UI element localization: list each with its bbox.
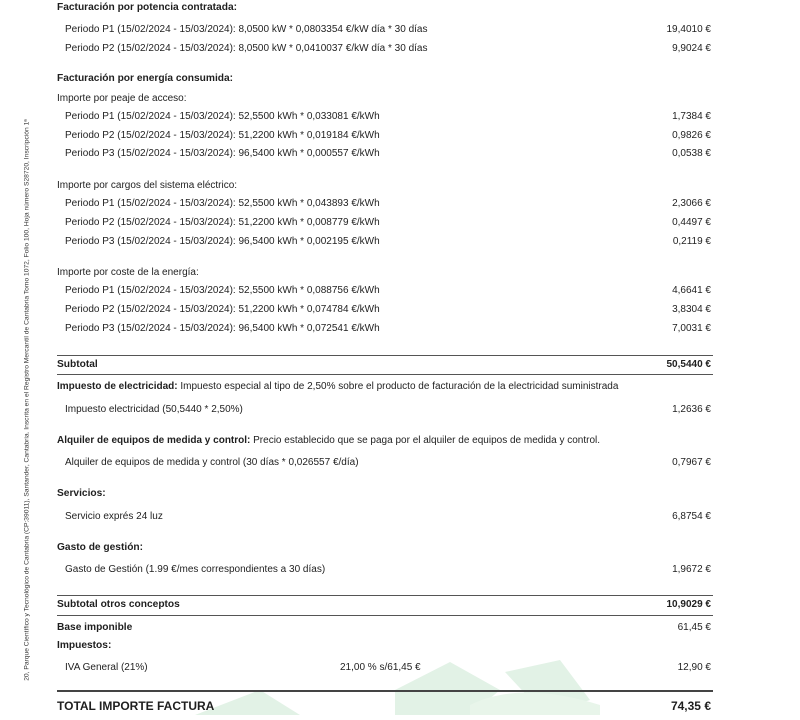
total-divider xyxy=(57,690,713,692)
impuesto-electricidad-description: Impuesto especial al tipo de 2,50% sobre el producto de facturación de la electricidad suministrada xyxy=(177,381,619,392)
subtotal-otros-label: Subtotal otros conceptos xyxy=(57,599,180,610)
iva-label: IVA General (21%) xyxy=(65,662,148,673)
energia-row-amount: 0,4497 € xyxy=(672,217,711,228)
gestion-label: Gasto de Gestión (1.99 €/mes correspondientes a 30 días) xyxy=(65,564,326,575)
gestion-heading: Gasto de gestión: xyxy=(57,542,144,553)
registry-side-text: 20, Parque Científico y Tecnológico de Cantabria (CP:39011), Santander, Cantabria. Inscrita en el Registro Mercantil de Cantabria Tomo 1072, Folio 100, Hoja número S28720, Inscripción 1ª xyxy=(23,119,31,681)
energia-row-label: Periodo P2 (15/02/2024 - 15/03/2024): 51,2200 kWh * 0,074784 €/kWh xyxy=(65,304,380,315)
energia-row-label: Periodo P3 (15/02/2024 - 15/03/2024): 96,5400 kWh * 0,000557 €/kWh xyxy=(65,148,380,159)
alquiler-label: Alquiler de equipos de medida y control (30 días * 0,026557 €/día) xyxy=(65,457,359,468)
energia-row-amount: 4,6641 € xyxy=(672,285,711,296)
potencia-heading: Facturación por potencia contratada: xyxy=(57,2,238,13)
subtotal-otros-divider xyxy=(57,595,713,596)
energia-row-amount: 0,2119 € xyxy=(672,236,711,247)
energia-group-title: Importe por peaje de acceso: xyxy=(57,93,187,104)
energia-group-title: Importe por coste de la energía: xyxy=(57,267,199,278)
alquiler-amount: 0,7967 € xyxy=(672,457,711,468)
subtotal-divider xyxy=(57,374,713,375)
base-imponible-label: Base imponible xyxy=(57,622,133,633)
energia-row-amount: 7,0031 € xyxy=(672,323,711,334)
energia-row-amount: 0,9826 € xyxy=(672,130,711,141)
alquiler-heading: Alquiler de equipos de medida y control: xyxy=(57,435,251,446)
impuesto-electricidad-amount: 1,2636 € xyxy=(672,404,711,415)
energia-heading: Facturación por energía consumida: xyxy=(57,73,234,84)
servicios-label: Servicio exprés 24 luz xyxy=(65,511,163,522)
subtotal-divider xyxy=(57,355,713,356)
energia-row-amount: 1,7384 € xyxy=(672,111,711,122)
energia-row-label: Periodo P3 (15/02/2024 - 15/03/2024): 96,5400 kWh * 0,002195 €/kWh xyxy=(65,236,380,247)
subtotal-label: Subtotal xyxy=(57,359,98,370)
energia-row-label: Periodo P1 (15/02/2024 - 15/03/2024): 52,5500 kWh * 0,043893 €/kWh xyxy=(65,198,380,209)
energia-row-label: Periodo P3 (15/02/2024 - 15/03/2024): 96,5400 kWh * 0,072541 €/kWh xyxy=(65,323,380,334)
base-imponible-amount: 61,45 € xyxy=(677,622,711,633)
impuesto-electricidad-header xyxy=(57,381,618,392)
alquiler-description: Precio establecido que se paga por el alquiler de equipos de medida y control. xyxy=(250,435,601,446)
alquiler-header xyxy=(57,435,600,446)
iva-detail: 21,00 % s/61,45 € xyxy=(340,662,421,673)
energia-row-label: Periodo P2 (15/02/2024 - 15/03/2024): 51,2200 kWh * 0,008779 €/kWh xyxy=(65,217,380,228)
gestion-amount: 1,9672 € xyxy=(672,564,711,575)
energia-row-amount: 2,3066 € xyxy=(672,198,711,209)
servicios-heading: Servicios: xyxy=(57,488,106,499)
energia-row-amount: 3,8304 € xyxy=(672,304,711,315)
subtotal-otros-amount: 10,9029 € xyxy=(666,599,711,610)
energia-row-amount: 0,0538 € xyxy=(672,148,711,159)
subtotal-amount: 50,5440 € xyxy=(666,359,711,370)
impuestos-heading: Impuestos: xyxy=(57,640,112,651)
energia-row-label: Periodo P2 (15/02/2024 - 15/03/2024): 51,2200 kWh * 0,019184 €/kWh xyxy=(65,130,380,141)
servicios-amount: 6,8754 € xyxy=(672,511,711,522)
energia-row-label: Periodo P1 (15/02/2024 - 15/03/2024): 52,5500 kWh * 0,088756 €/kWh xyxy=(65,285,380,296)
total-amount: 74,35 € xyxy=(670,699,711,713)
subtotal-otros-divider xyxy=(57,615,713,616)
energia-row-label: Periodo P1 (15/02/2024 - 15/03/2024): 52,5500 kWh * 0,033081 €/kWh xyxy=(65,111,380,122)
impuesto-electricidad-label: Impuesto electricidad (50,5440 * 2,50%) xyxy=(65,404,243,415)
energia-group-title: Importe por cargos del sistema eléctrico: xyxy=(57,180,238,191)
potencia-row-label: Periodo P2 (15/02/2024 - 15/03/2024): 8,0500 kW * 0,0410037 €/kW día * 30 días xyxy=(65,43,428,54)
potencia-row-label: Periodo P1 (15/02/2024 - 15/03/2024): 8,0500 kW * 0,0803354 €/kW día * 30 días xyxy=(65,24,428,35)
impuesto-electricidad-heading: Impuesto de electricidad: xyxy=(57,381,178,392)
total-label: TOTAL IMPORTE FACTURA xyxy=(57,699,215,713)
iva-amount: 12,90 € xyxy=(677,662,711,673)
potencia-row-amount: 9,9024 € xyxy=(672,43,711,54)
potencia-row-amount: 19,4010 € xyxy=(666,24,711,35)
